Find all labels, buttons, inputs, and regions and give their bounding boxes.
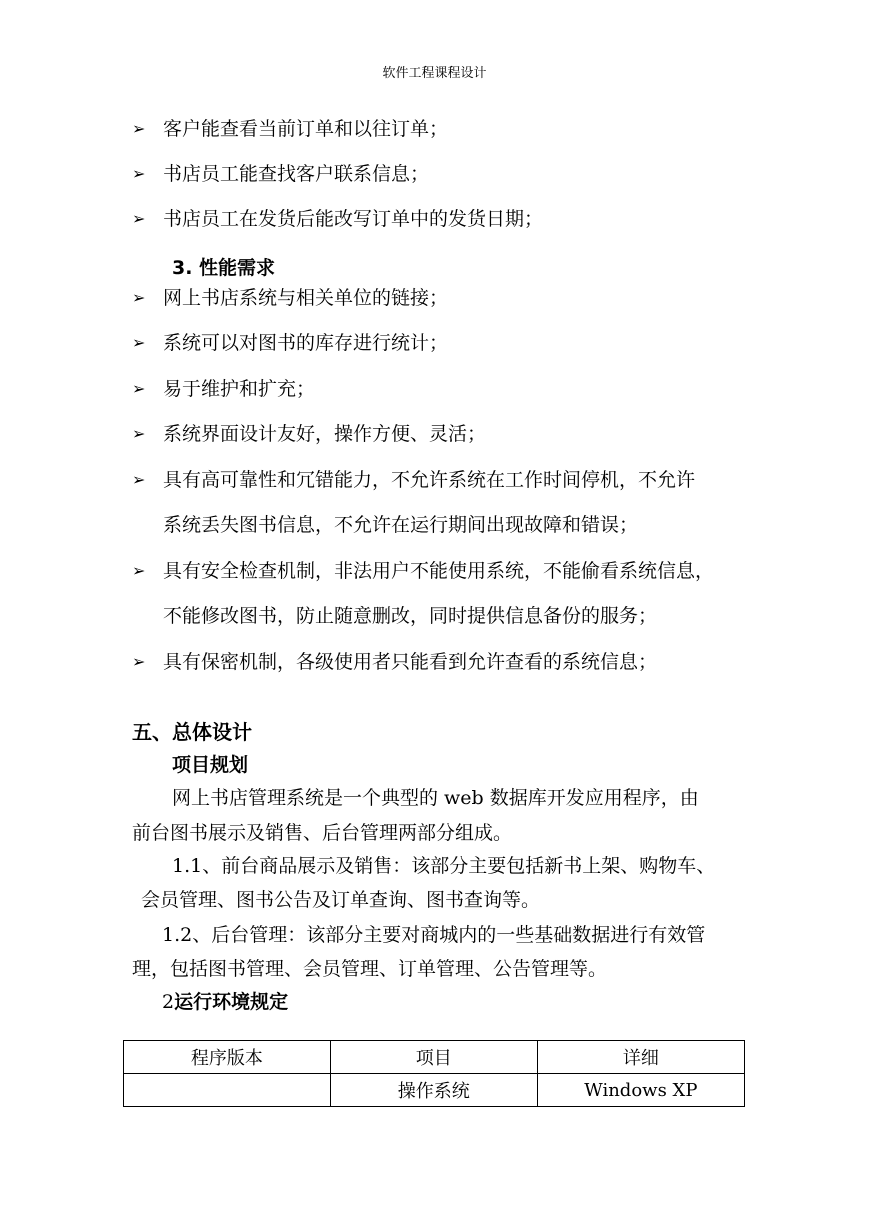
table-cell: Windows XP [537, 1074, 744, 1107]
arrow-bullet-icon: ➢ [132, 561, 146, 580]
arrow-bullet-icon: ➢ [132, 379, 146, 398]
env-heading-text: 运行环境规定 [174, 991, 289, 1013]
arrow-bullet-icon: ➢ [132, 333, 146, 352]
table-row [124, 1074, 745, 1107]
list-item-text: 书店员工能查找客户联系信息； [163, 163, 430, 185]
arrow-bullet-icon: ➢ [132, 288, 146, 307]
list-item-text: 书店员工在发货后能改写订单中的发货日期； [163, 208, 544, 230]
list-item-text: 不能修改图书，防止随意删改，同时提供信息备份的服务； [163, 605, 658, 627]
arrow-bullet-icon: ➢ [132, 424, 146, 443]
arrow-bullet-icon: ➢ [132, 119, 146, 138]
environment-table [123, 1040, 745, 1107]
list-item-text: 具有安全检查机制，非法用户不能使用系统，不能偷看系统信息， [163, 560, 715, 582]
env-heading [162, 987, 288, 1014]
table-cell: 操作系统 [330, 1074, 537, 1107]
project-plan-heading: 项目规划 [172, 754, 249, 776]
list-item-text: 系统可以对图书的库存进行统计； [163, 332, 449, 354]
arrow-bullet-icon: ➢ [132, 470, 146, 489]
env-heading-number: 2 [162, 991, 175, 1013]
list-item-text: 网上书店系统与相关单位的链接； [163, 287, 449, 309]
paragraph-line: 网上书店管理系统是一个典型的 web 数据库开发应用程序，由 [172, 787, 699, 809]
table-header-cell: 程序版本 [124, 1041, 331, 1074]
performance-heading: 3. 性能需求 [172, 257, 276, 279]
list-item-text: 易于维护和扩充； [163, 378, 316, 400]
paragraph-line: 会员管理、图书公告及订单查询、图书查询等。 [141, 889, 541, 911]
table-header-cell: 项目 [330, 1041, 537, 1074]
arrow-bullet-icon: ➢ [132, 209, 146, 228]
list-item-text: 系统丢失图书信息，不允许在运行期间出现故障和错误； [163, 514, 639, 536]
list-item-text: 具有保密机制，各级使用者只能看到允许查看的系统信息； [163, 651, 658, 673]
list-item-text: 系统界面设计友好，操作方便、灵活； [163, 423, 487, 445]
paragraph-line: 理，包括图书管理、会员管理、订单管理、公告管理等。 [132, 958, 608, 980]
table-header-row [124, 1041, 745, 1074]
page-header: 软件工程课程设计 [382, 66, 487, 81]
section-heading: 五、总体设计 [132, 720, 252, 744]
arrow-bullet-icon: ➢ [132, 164, 146, 183]
arrow-bullet-icon: ➢ [132, 652, 146, 671]
table-header-cell: 详细 [537, 1041, 744, 1074]
list-item-text: 具有高可靠性和冗错能力，不允许系统在工作时间停机，不允许 [163, 469, 696, 491]
paragraph-line: 1.2、后台管理：该部分主要对商城内的一些基础数据进行有效管 [162, 924, 706, 946]
paragraph-line: 前台图书展示及销售、后台管理两部分组成。 [132, 822, 513, 844]
list-item-text: 客户能查看当前订单和以往订单； [163, 118, 449, 140]
table-cell [124, 1074, 331, 1107]
paragraph-line: 1.1、前台商品展示及销售：该部分主要包括新书上架、购物车、 [172, 855, 716, 877]
